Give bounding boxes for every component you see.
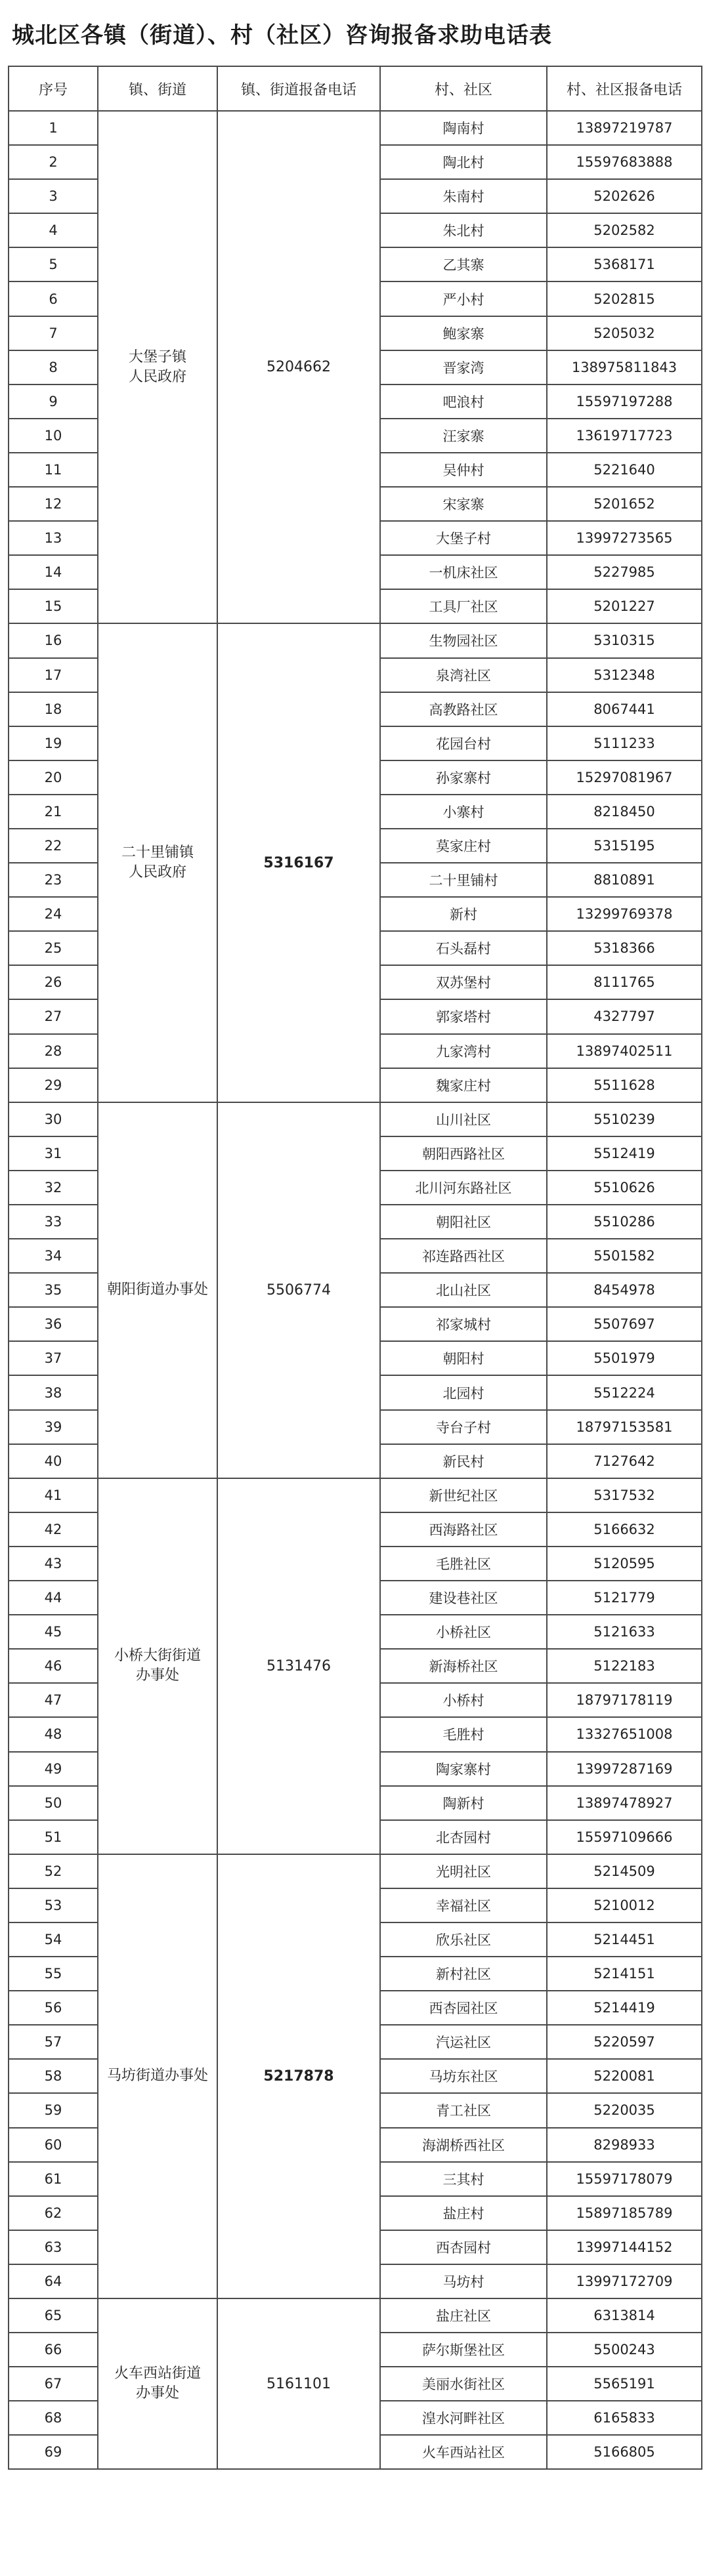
village-phone-cell: 5510239 [547,1102,702,1136]
village-phone-cell: 8111765 [547,965,702,999]
village-phone-cell: 5501582 [547,1239,702,1273]
village-phone-cell: 5565191 [547,2367,702,2401]
village-cell: 美丽水街社区 [380,2367,547,2401]
page-title: 城北区各镇（街道）、村（社区）咨询报备求助电话表 [12,22,552,49]
seq-cell: 30 [9,1102,98,1136]
village-cell: 西杏园社区 [380,1991,547,2025]
village-phone-cell: 5220597 [547,2025,702,2059]
seq-cell: 25 [9,931,98,965]
village-cell: 三其村 [380,2162,547,2196]
village-phone-cell: 5510286 [547,1205,702,1239]
town-cell: 火车西站街道 办事处 [98,2298,217,2469]
village-cell: 祁连路西社区 [380,1239,547,1273]
village-cell: 北园村 [380,1375,547,1409]
village-phone-cell: 5214151 [547,1957,702,1991]
village-phone-cell: 5507697 [547,1307,702,1341]
seq-cell: 26 [9,965,98,999]
village-phone-cell: 5121633 [547,1615,702,1649]
village-phone-cell: 13619717723 [547,419,702,453]
village-cell: 小桥社区 [380,1615,547,1649]
seq-cell: 37 [9,1341,98,1375]
seq-cell: 38 [9,1375,98,1409]
village-phone-cell: 15597178079 [547,2162,702,2196]
seq-cell: 68 [9,2401,98,2435]
village-phone-cell: 5122183 [547,1649,702,1683]
contact-table [8,66,702,2470]
village-phone-cell: 5166632 [547,1512,702,1547]
seq-cell: 24 [9,897,98,931]
village-phone-cell: 5310315 [547,623,702,657]
village-phone-cell: 7127642 [547,1444,702,1478]
village-phone-cell: 5202815 [547,281,702,316]
seq-cell: 34 [9,1239,98,1273]
seq-cell: 55 [9,1957,98,1991]
seq-cell: 45 [9,1615,98,1649]
village-phone-cell: 4327797 [547,999,702,1033]
seq-cell: 2 [9,145,98,179]
village-phone-cell: 8218450 [547,795,702,829]
village-phone-cell: 5312348 [547,658,702,692]
seq-cell: 42 [9,1512,98,1547]
village-phone-cell: 5221640 [547,453,702,487]
village-cell: 严小村 [380,281,547,316]
village-cell: 火车西站社区 [380,2435,547,2469]
seq-cell: 39 [9,1410,98,1444]
village-cell: 山川社区 [380,1102,547,1136]
village-cell: 九家湾村 [380,1034,547,1068]
village-phone-cell: 5512419 [547,1136,702,1171]
village-phone-cell: 13327651008 [547,1717,702,1751]
header-row [9,66,702,111]
village-cell: 朝阳西路社区 [380,1136,547,1171]
village-cell: 郭家塔村 [380,999,547,1033]
village-cell: 青工社区 [380,2093,547,2127]
village-cell: 湟水河畔社区 [380,2401,547,2435]
village-cell: 陶新村 [380,1786,547,1820]
table-row [9,2298,702,2333]
town-phone-cell: 5217878 [217,1854,380,2298]
village-phone-cell: 15297081967 [547,760,702,795]
village-cell: 欣乐社区 [380,1922,547,1957]
table-row [9,111,702,145]
seq-cell: 36 [9,1307,98,1341]
village-phone-cell: 13997144152 [547,2230,702,2264]
village-phone-cell: 5220035 [547,2093,702,2127]
town-cell: 小桥大街街道 办事处 [98,1478,217,1854]
village-cell: 祁家城村 [380,1307,547,1341]
village-cell: 魏家庄村 [380,1068,547,1102]
village-phone-cell: 5214509 [547,1854,702,1888]
seq-cell: 22 [9,829,98,863]
seq-cell: 21 [9,795,98,829]
village-cell: 大堡子村 [380,521,547,555]
village-phone-cell: 13997273565 [547,521,702,555]
seq-cell: 53 [9,1888,98,1922]
village-cell: 朝阳村 [380,1341,547,1375]
village-cell: 建设巷社区 [380,1581,547,1615]
header-village: 村、社区 [380,66,547,111]
seq-cell: 6 [9,281,98,316]
village-cell: 晋家湾 [380,350,547,384]
village-cell: 陶南村 [380,111,547,145]
village-phone-cell: 5111233 [547,726,702,760]
village-cell: 高教路社区 [380,692,547,726]
village-cell: 幸福社区 [380,1888,547,1922]
seq-cell: 7 [9,316,98,350]
seq-cell: 66 [9,2333,98,2367]
village-phone-cell: 5368171 [547,247,702,281]
seq-cell: 64 [9,2264,98,2298]
village-cell: 双苏堡村 [380,965,547,999]
seq-cell: 3 [9,179,98,213]
seq-cell: 4 [9,213,98,247]
village-phone-cell: 5121779 [547,1581,702,1615]
seq-cell: 12 [9,487,98,521]
town-cell: 二十里铺镇 人民政府 [98,623,217,1102]
village-cell: 光明社区 [380,1854,547,1888]
village-cell: 鲍家寨 [380,316,547,350]
village-cell: 北山社区 [380,1273,547,1307]
header-village-phone: 村、社区报备电话 [547,66,702,111]
village-phone-cell: 18797153581 [547,1410,702,1444]
village-phone-cell: 5120595 [547,1547,702,1581]
village-cell: 新村社区 [380,1957,547,1991]
town-phone-cell: 5204662 [217,111,380,623]
seq-cell: 28 [9,1034,98,1068]
seq-cell: 14 [9,555,98,589]
seq-cell: 15 [9,589,98,623]
village-phone-cell: 13997287169 [547,1752,702,1786]
village-cell: 二十里铺村 [380,863,547,897]
village-phone-cell: 5166805 [547,2435,702,2469]
header-seq: 序号 [9,66,98,111]
village-phone-cell: 15597109666 [547,1820,702,1854]
village-phone-cell: 13897402511 [547,1034,702,1068]
seq-cell: 18 [9,692,98,726]
village-cell: 北杏园村 [380,1820,547,1854]
village-cell: 毛胜社区 [380,1547,547,1581]
town-cell: 朝阳街道办事处 [98,1102,217,1478]
seq-cell: 10 [9,419,98,453]
seq-cell: 44 [9,1581,98,1615]
village-cell: 石头磊村 [380,931,547,965]
village-phone-cell: 138975811843 [547,350,702,384]
village-cell: 莫家庄村 [380,829,547,863]
village-cell: 北川河东路社区 [380,1171,547,1205]
town-phone-cell: 5131476 [217,1478,380,1854]
village-cell: 花园台村 [380,726,547,760]
village-cell: 宋家寨 [380,487,547,521]
village-cell: 工具厂社区 [380,589,547,623]
village-phone-cell: 5214419 [547,1991,702,2025]
village-cell: 汽运社区 [380,2025,547,2059]
village-cell: 孙家寨村 [380,760,547,795]
village-phone-cell: 8067441 [547,692,702,726]
seq-cell: 1 [9,111,98,145]
seq-cell: 61 [9,2162,98,2196]
village-cell: 生物园社区 [380,623,547,657]
seq-cell: 52 [9,1854,98,1888]
table-body [9,111,702,2469]
village-phone-cell: 6313814 [547,2298,702,2333]
table-row [9,623,702,657]
village-phone-cell: 13897478927 [547,1786,702,1820]
seq-cell: 62 [9,2196,98,2230]
village-cell: 乙其寨 [380,247,547,281]
village-phone-cell: 13299769378 [547,897,702,931]
seq-cell: 49 [9,1752,98,1786]
seq-cell: 13 [9,521,98,555]
seq-cell: 9 [9,384,98,419]
town-phone-cell: 5506774 [217,1102,380,1478]
seq-cell: 40 [9,1444,98,1478]
seq-cell: 50 [9,1786,98,1820]
village-cell: 陶家寨村 [380,1752,547,1786]
village-phone-cell: 13997172709 [547,2264,702,2298]
seq-cell: 31 [9,1136,98,1171]
seq-cell: 11 [9,453,98,487]
village-phone-cell: 5315195 [547,829,702,863]
village-cell: 吧浪村 [380,384,547,419]
seq-cell: 20 [9,760,98,795]
village-cell: 盐庄村 [380,2196,547,2230]
seq-cell: 59 [9,2093,98,2127]
header-town-phone: 镇、街道报备电话 [217,66,380,111]
seq-cell: 27 [9,999,98,1033]
town-phone-cell: 5316167 [217,623,380,1102]
village-cell: 朱北村 [380,213,547,247]
village-phone-cell: 5500243 [547,2333,702,2367]
seq-cell: 41 [9,1478,98,1512]
village-cell: 新民村 [380,1444,547,1478]
village-phone-cell: 5205032 [547,316,702,350]
seq-cell: 46 [9,1649,98,1683]
seq-cell: 54 [9,1922,98,1957]
seq-cell: 23 [9,863,98,897]
village-phone-cell: 13897219787 [547,111,702,145]
village-phone-cell: 6165833 [547,2401,702,2435]
seq-cell: 29 [9,1068,98,1102]
village-phone-cell: 8454978 [547,1273,702,1307]
town-phone-cell: 5161101 [217,2298,380,2469]
seq-cell: 8 [9,350,98,384]
village-cell: 马坊东社区 [380,2059,547,2093]
seq-cell: 47 [9,1683,98,1717]
table-header [9,66,702,111]
town-cell: 马坊街道办事处 [98,1854,217,2298]
village-cell: 海湖桥西社区 [380,2128,547,2162]
village-cell: 西海路社区 [380,1512,547,1547]
village-phone-cell: 5201227 [547,589,702,623]
seq-cell: 65 [9,2298,98,2333]
village-phone-cell: 5511628 [547,1068,702,1102]
village-phone-cell: 5201652 [547,487,702,521]
table-row [9,1478,702,1512]
seq-cell: 51 [9,1820,98,1854]
seq-cell: 69 [9,2435,98,2469]
seq-cell: 63 [9,2230,98,2264]
village-phone-cell: 5210012 [547,1888,702,1922]
header-town: 镇、街道 [98,66,217,111]
village-phone-cell: 8298933 [547,2128,702,2162]
village-phone-cell: 5512224 [547,1375,702,1409]
table-row [9,1854,702,1888]
town-cell: 大堡子镇 人民政府 [98,111,217,623]
seq-cell: 32 [9,1171,98,1205]
village-cell: 一机床社区 [380,555,547,589]
village-phone-cell: 5501979 [547,1341,702,1375]
village-phone-cell: 5202582 [547,213,702,247]
seq-cell: 43 [9,1547,98,1581]
village-phone-cell: 8810891 [547,863,702,897]
village-phone-cell: 15897185789 [547,2196,702,2230]
seq-cell: 60 [9,2128,98,2162]
village-cell: 新世纪社区 [380,1478,547,1512]
village-cell: 寺台子村 [380,1410,547,1444]
village-phone-cell: 5227985 [547,555,702,589]
village-phone-cell: 18797178119 [547,1683,702,1717]
village-cell: 泉湾社区 [380,658,547,692]
village-cell: 新村 [380,897,547,931]
village-cell: 西杏园村 [380,2230,547,2264]
seq-cell: 5 [9,247,98,281]
seq-cell: 19 [9,726,98,760]
seq-cell: 56 [9,1991,98,2025]
seq-cell: 67 [9,2367,98,2401]
village-cell: 小寨村 [380,795,547,829]
village-cell: 马坊村 [380,2264,547,2298]
village-cell: 小桥村 [380,1683,547,1717]
village-phone-cell: 5220081 [547,2059,702,2093]
village-cell: 吴仲村 [380,453,547,487]
seq-cell: 17 [9,658,98,692]
village-cell: 毛胜村 [380,1717,547,1751]
seq-cell: 58 [9,2059,98,2093]
village-cell: 朝阳社区 [380,1205,547,1239]
village-phone-cell: 15597683888 [547,145,702,179]
village-phone-cell: 5317532 [547,1478,702,1512]
village-cell: 盐庄社区 [380,2298,547,2333]
village-cell: 新海桥社区 [380,1649,547,1683]
seq-cell: 57 [9,2025,98,2059]
seq-cell: 33 [9,1205,98,1239]
table-row [9,1102,702,1136]
village-cell: 汪家寨 [380,419,547,453]
village-cell: 陶北村 [380,145,547,179]
village-phone-cell: 15597197288 [547,384,702,419]
seq-cell: 48 [9,1717,98,1751]
village-cell: 萨尔斯堡社区 [380,2333,547,2367]
village-cell: 朱南村 [380,179,547,213]
village-phone-cell: 5202626 [547,179,702,213]
village-phone-cell: 5510626 [547,1171,702,1205]
village-phone-cell: 5318366 [547,931,702,965]
village-phone-cell: 5214451 [547,1922,702,1957]
seq-cell: 16 [9,623,98,657]
seq-cell: 35 [9,1273,98,1307]
